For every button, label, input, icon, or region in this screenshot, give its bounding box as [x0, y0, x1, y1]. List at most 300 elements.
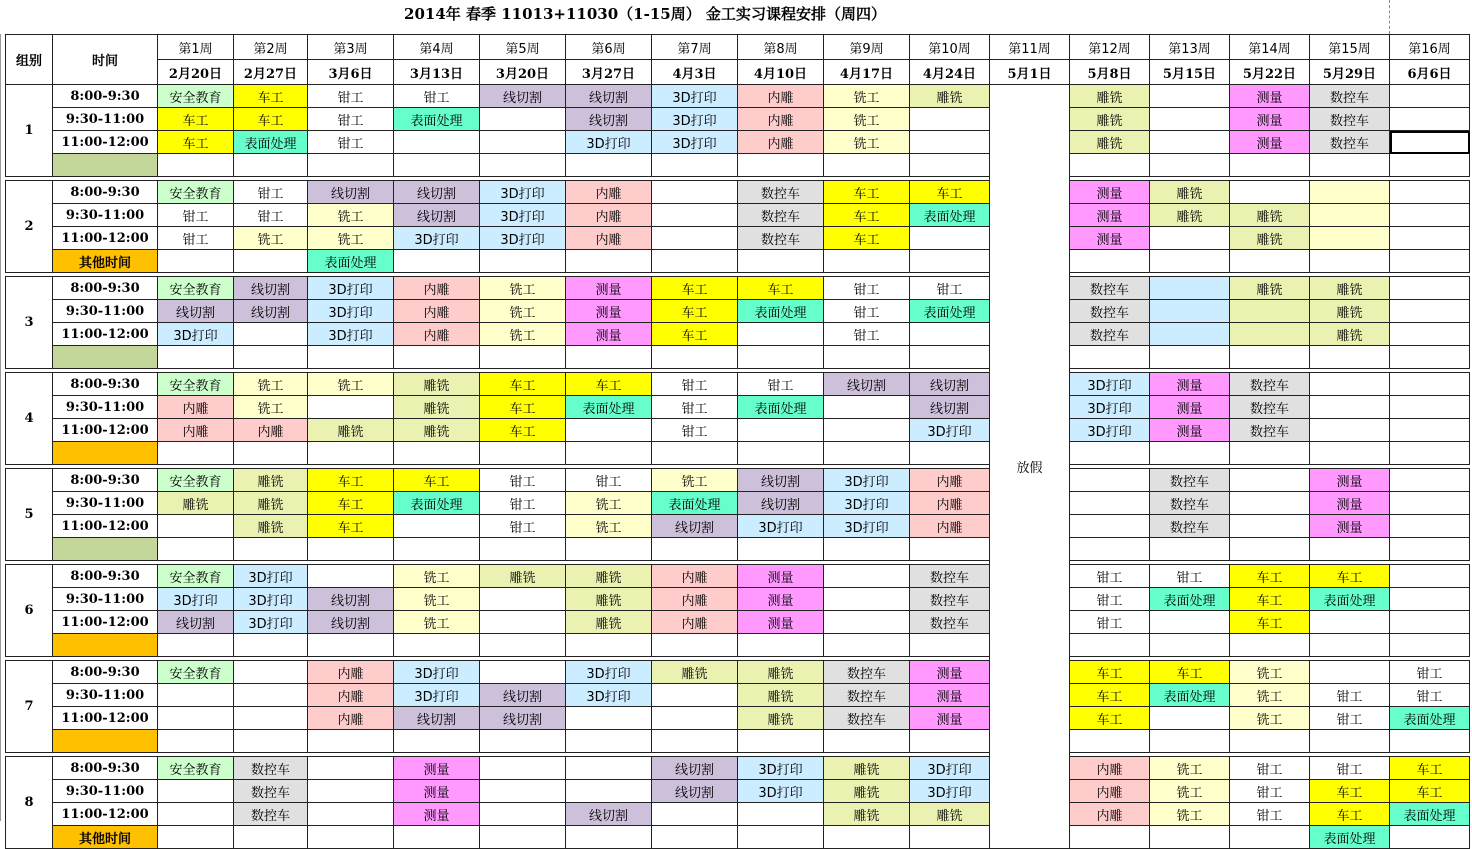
- course-cell[interactable]: 钳工: [394, 85, 480, 108]
- time-slot[interactable]: 11:00-12:00: [53, 707, 158, 730]
- week-header[interactable]: 第11周: [990, 35, 1070, 60]
- course-cell[interactable]: [480, 108, 566, 131]
- time-slot[interactable]: 11:00-12:00: [53, 131, 158, 154]
- course-cell[interactable]: 车工: [824, 227, 910, 250]
- course-cell[interactable]: 测量: [1230, 108, 1310, 131]
- extra-cell[interactable]: [1230, 634, 1310, 657]
- extra-cell[interactable]: [394, 250, 480, 273]
- course-cell[interactable]: [910, 131, 990, 154]
- extra-cell[interactable]: [394, 154, 480, 177]
- extra-cell[interactable]: [738, 826, 824, 849]
- course-cell[interactable]: 雕铣: [1310, 300, 1390, 323]
- course-cell[interactable]: 车工: [824, 204, 910, 227]
- course-cell[interactable]: 安全教育: [158, 757, 234, 780]
- extra-cell[interactable]: [652, 826, 738, 849]
- extra-cell[interactable]: [566, 634, 652, 657]
- course-cell[interactable]: 钳工: [234, 204, 308, 227]
- course-cell[interactable]: 表面处理: [1310, 588, 1390, 611]
- group-number[interactable]: 2: [6, 181, 53, 273]
- course-cell[interactable]: [1070, 469, 1150, 492]
- course-cell[interactable]: [394, 131, 480, 154]
- course-cell[interactable]: 3D打印: [1070, 396, 1150, 419]
- extra-cell[interactable]: [652, 634, 738, 657]
- course-cell[interactable]: 3D打印: [566, 131, 652, 154]
- extra-cell[interactable]: [158, 826, 234, 849]
- course-cell[interactable]: [1150, 300, 1230, 323]
- course-cell[interactable]: 钳工: [1390, 684, 1470, 707]
- course-cell[interactable]: 内雕: [394, 300, 480, 323]
- course-cell[interactable]: 铣工: [1150, 780, 1230, 803]
- course-cell[interactable]: 3D打印: [738, 757, 824, 780]
- course-cell[interactable]: 车工: [308, 469, 394, 492]
- course-cell[interactable]: 3D打印: [824, 492, 910, 515]
- date-header[interactable]: 4月17日: [824, 60, 910, 85]
- holiday-cell[interactable]: 放假: [990, 85, 1070, 849]
- extra-cell[interactable]: [910, 154, 990, 177]
- course-cell[interactable]: [1310, 204, 1390, 227]
- course-cell[interactable]: 内雕: [158, 396, 234, 419]
- extra-cell[interactable]: [158, 346, 234, 369]
- course-cell[interactable]: 数控车: [910, 588, 990, 611]
- course-cell[interactable]: 钳工: [824, 323, 910, 346]
- course-cell[interactable]: 车工: [480, 419, 566, 442]
- course-cell[interactable]: 钳工: [566, 469, 652, 492]
- course-cell[interactable]: 表面处理: [394, 492, 480, 515]
- course-cell[interactable]: 雕铣: [1310, 323, 1390, 346]
- course-cell[interactable]: 测量: [1310, 469, 1390, 492]
- course-cell[interactable]: [158, 707, 234, 730]
- course-cell[interactable]: 铣工: [234, 227, 308, 250]
- course-cell[interactable]: 线切割: [566, 108, 652, 131]
- extra-cell[interactable]: [234, 346, 308, 369]
- course-cell[interactable]: [1390, 131, 1470, 154]
- course-cell[interactable]: 测量: [394, 780, 480, 803]
- course-cell[interactable]: 钳工: [1310, 684, 1390, 707]
- week-header[interactable]: 第13周: [1150, 35, 1230, 60]
- course-cell[interactable]: 安全教育: [158, 565, 234, 588]
- extra-cell[interactable]: [824, 634, 910, 657]
- course-cell[interactable]: 3D打印: [910, 757, 990, 780]
- extra-cell[interactable]: [158, 154, 234, 177]
- extra-cell[interactable]: [1230, 154, 1310, 177]
- course-cell[interactable]: 车工: [1230, 588, 1310, 611]
- course-cell[interactable]: 测量: [1310, 515, 1390, 538]
- course-cell[interactable]: 雕铣: [1150, 181, 1230, 204]
- course-cell[interactable]: 车工: [158, 131, 234, 154]
- course-cell[interactable]: [1390, 373, 1470, 396]
- date-header[interactable]: 4月3日: [652, 60, 738, 85]
- course-cell[interactable]: 钳工: [824, 277, 910, 300]
- course-cell[interactable]: [652, 227, 738, 250]
- course-cell[interactable]: 钳工: [652, 373, 738, 396]
- course-cell[interactable]: 内雕: [158, 419, 234, 442]
- extra-cell[interactable]: [308, 442, 394, 465]
- course-cell[interactable]: 测量: [738, 611, 824, 634]
- course-cell[interactable]: 内雕: [910, 492, 990, 515]
- extra-time-label[interactable]: [53, 730, 158, 753]
- course-cell[interactable]: 雕铣: [1310, 277, 1390, 300]
- time-slot[interactable]: 9:30-11:00: [53, 396, 158, 419]
- course-cell[interactable]: 测量: [1070, 181, 1150, 204]
- course-cell[interactable]: [158, 803, 234, 826]
- course-cell[interactable]: 线切割: [308, 588, 394, 611]
- course-cell[interactable]: [1150, 108, 1230, 131]
- extra-cell[interactable]: [1310, 154, 1390, 177]
- extra-cell[interactable]: [910, 346, 990, 369]
- time-slot[interactable]: 8:00-9:30: [53, 277, 158, 300]
- course-cell[interactable]: 表面处理: [566, 396, 652, 419]
- time-slot[interactable]: 11:00-12:00: [53, 419, 158, 442]
- course-cell[interactable]: 雕铣: [824, 803, 910, 826]
- course-cell[interactable]: 铣工: [566, 515, 652, 538]
- extra-cell[interactable]: [1310, 730, 1390, 753]
- extra-cell[interactable]: [234, 250, 308, 273]
- course-cell[interactable]: [824, 588, 910, 611]
- course-cell[interactable]: 铣工: [234, 373, 308, 396]
- extra-cell[interactable]: [234, 826, 308, 849]
- extra-cell[interactable]: [738, 250, 824, 273]
- extra-time-label[interactable]: [53, 154, 158, 177]
- course-cell[interactable]: 数控车: [910, 611, 990, 634]
- course-cell[interactable]: [1230, 469, 1310, 492]
- course-cell[interactable]: 雕铣: [394, 373, 480, 396]
- course-cell[interactable]: 数控车: [824, 684, 910, 707]
- extra-cell[interactable]: [1310, 442, 1390, 465]
- extra-cell[interactable]: 表面处理: [308, 250, 394, 273]
- course-cell[interactable]: 表面处理: [910, 204, 990, 227]
- course-cell[interactable]: 测量: [1230, 85, 1310, 108]
- extra-cell[interactable]: [480, 442, 566, 465]
- extra-cell[interactable]: [1070, 442, 1150, 465]
- week-header[interactable]: 第8周: [738, 35, 824, 60]
- time-slot[interactable]: 8:00-9:30: [53, 661, 158, 684]
- course-cell[interactable]: 3D打印: [566, 661, 652, 684]
- extra-cell[interactable]: [1150, 250, 1230, 273]
- course-cell[interactable]: 3D打印: [480, 204, 566, 227]
- extra-cell[interactable]: [1070, 634, 1150, 657]
- course-cell[interactable]: 钳工: [652, 419, 738, 442]
- course-cell[interactable]: 钳工: [1070, 565, 1150, 588]
- course-cell[interactable]: 钳工: [1070, 611, 1150, 634]
- course-cell[interactable]: 钳工: [1150, 565, 1230, 588]
- extra-cell[interactable]: [480, 730, 566, 753]
- extra-cell[interactable]: [158, 442, 234, 465]
- course-cell[interactable]: [652, 181, 738, 204]
- course-cell[interactable]: 雕铣: [1070, 131, 1150, 154]
- extra-cell[interactable]: [1390, 826, 1470, 849]
- course-cell[interactable]: 数控车: [910, 565, 990, 588]
- course-cell[interactable]: 线切割: [394, 181, 480, 204]
- course-cell[interactable]: [480, 611, 566, 634]
- course-cell[interactable]: [1390, 611, 1470, 634]
- date-header[interactable]: 5月29日: [1310, 60, 1390, 85]
- course-cell[interactable]: 表面处理: [1150, 588, 1230, 611]
- course-cell[interactable]: 车工: [308, 515, 394, 538]
- course-cell[interactable]: 数控车: [738, 204, 824, 227]
- date-header[interactable]: 3月27日: [566, 60, 652, 85]
- extra-cell[interactable]: [1390, 154, 1470, 177]
- course-cell[interactable]: 雕铣: [234, 515, 308, 538]
- course-cell[interactable]: [1150, 323, 1230, 346]
- course-cell[interactable]: [1390, 300, 1470, 323]
- extra-cell[interactable]: [1230, 250, 1310, 273]
- course-cell[interactable]: 3D打印: [652, 108, 738, 131]
- course-cell[interactable]: [1230, 300, 1310, 323]
- course-cell[interactable]: 雕铣: [738, 707, 824, 730]
- course-cell[interactable]: 雕铣: [234, 469, 308, 492]
- time-slot[interactable]: 11:00-12:00: [53, 611, 158, 634]
- course-cell[interactable]: [824, 419, 910, 442]
- extra-cell[interactable]: [1150, 154, 1230, 177]
- extra-cell[interactable]: [1150, 442, 1230, 465]
- course-cell[interactable]: 3D打印: [308, 277, 394, 300]
- extra-cell[interactable]: [1070, 538, 1150, 561]
- time-slot[interactable]: 8:00-9:30: [53, 373, 158, 396]
- course-cell[interactable]: 3D打印: [394, 661, 480, 684]
- time-slot[interactable]: 9:30-11:00: [53, 588, 158, 611]
- course-cell[interactable]: [824, 611, 910, 634]
- course-cell[interactable]: 线切割: [394, 707, 480, 730]
- course-cell[interactable]: [1310, 396, 1390, 419]
- course-cell[interactable]: [1390, 588, 1470, 611]
- extra-cell[interactable]: [308, 730, 394, 753]
- course-cell[interactable]: 测量: [1150, 373, 1230, 396]
- extra-cell[interactable]: [394, 442, 480, 465]
- course-cell[interactable]: [308, 396, 394, 419]
- course-cell[interactable]: [1390, 396, 1470, 419]
- date-header[interactable]: 2月20日: [158, 60, 234, 85]
- course-cell[interactable]: 车工: [566, 373, 652, 396]
- date-header[interactable]: 6月6日: [1390, 60, 1470, 85]
- course-cell[interactable]: 雕铣: [480, 565, 566, 588]
- course-cell[interactable]: 3D打印: [480, 181, 566, 204]
- course-cell[interactable]: 表面处理: [738, 396, 824, 419]
- course-cell[interactable]: [1390, 108, 1470, 131]
- extra-cell[interactable]: [1230, 826, 1310, 849]
- course-cell[interactable]: 钳工: [1310, 757, 1390, 780]
- week-header[interactable]: 第16周: [1390, 35, 1470, 60]
- course-cell[interactable]: 表面处理: [1390, 707, 1470, 730]
- course-cell[interactable]: 表面处理: [1150, 684, 1230, 707]
- group-number[interactable]: 1: [6, 85, 53, 177]
- course-cell[interactable]: 车工: [308, 492, 394, 515]
- course-cell[interactable]: 数控车: [1310, 85, 1390, 108]
- course-cell[interactable]: 3D打印: [566, 684, 652, 707]
- extra-cell[interactable]: [1070, 250, 1150, 273]
- course-cell[interactable]: 数控车: [824, 661, 910, 684]
- extra-cell[interactable]: [1070, 730, 1150, 753]
- date-header[interactable]: 5月15日: [1150, 60, 1230, 85]
- course-cell[interactable]: 线切割: [308, 611, 394, 634]
- extra-cell[interactable]: [910, 250, 990, 273]
- course-cell[interactable]: 雕铣: [910, 803, 990, 826]
- extra-cell[interactable]: [480, 826, 566, 849]
- extra-cell[interactable]: [824, 154, 910, 177]
- group-number[interactable]: 3: [6, 277, 53, 369]
- group-header[interactable]: 组别: [6, 35, 53, 85]
- extra-cell[interactable]: [652, 730, 738, 753]
- course-cell[interactable]: 测量: [1230, 131, 1310, 154]
- extra-cell[interactable]: [394, 538, 480, 561]
- extra-cell[interactable]: [1310, 250, 1390, 273]
- time-slot[interactable]: 11:00-12:00: [53, 515, 158, 538]
- week-header[interactable]: 第3周: [308, 35, 394, 60]
- course-cell[interactable]: 车工: [652, 300, 738, 323]
- course-cell[interactable]: 3D打印: [234, 611, 308, 634]
- course-cell[interactable]: 线切割: [234, 300, 308, 323]
- extra-cell[interactable]: [308, 826, 394, 849]
- week-header[interactable]: 第14周: [1230, 35, 1310, 60]
- extra-cell[interactable]: [566, 538, 652, 561]
- extra-cell[interactable]: [234, 154, 308, 177]
- extra-cell[interactable]: [910, 538, 990, 561]
- course-cell[interactable]: [738, 803, 824, 826]
- course-cell[interactable]: [566, 707, 652, 730]
- extra-cell[interactable]: [910, 826, 990, 849]
- extra-cell[interactable]: [910, 442, 990, 465]
- course-cell[interactable]: 测量: [738, 565, 824, 588]
- week-header[interactable]: 第10周: [910, 35, 990, 60]
- extra-cell[interactable]: [234, 538, 308, 561]
- course-cell[interactable]: [234, 323, 308, 346]
- course-cell[interactable]: [480, 588, 566, 611]
- course-cell[interactable]: 内雕: [910, 515, 990, 538]
- course-cell[interactable]: [1390, 565, 1470, 588]
- extra-cell[interactable]: [910, 730, 990, 753]
- extra-cell[interactable]: [652, 346, 738, 369]
- course-cell[interactable]: 测量: [1310, 492, 1390, 515]
- course-cell[interactable]: 3D打印: [824, 469, 910, 492]
- course-cell[interactable]: [1310, 373, 1390, 396]
- extra-cell[interactable]: [1070, 154, 1150, 177]
- course-cell[interactable]: 雕铣: [1070, 85, 1150, 108]
- course-cell[interactable]: 车工: [738, 277, 824, 300]
- course-cell[interactable]: 安全教育: [158, 373, 234, 396]
- course-cell[interactable]: 铣工: [1150, 757, 1230, 780]
- course-cell[interactable]: 数控车: [1230, 396, 1310, 419]
- course-cell[interactable]: 线切割: [308, 181, 394, 204]
- course-cell[interactable]: 雕铣: [1150, 204, 1230, 227]
- extra-cell[interactable]: [480, 538, 566, 561]
- course-cell[interactable]: 内雕: [1070, 803, 1150, 826]
- course-cell[interactable]: 表面处理: [652, 492, 738, 515]
- course-cell[interactable]: 车工: [652, 277, 738, 300]
- course-cell[interactable]: 铣工: [1150, 803, 1230, 826]
- course-cell[interactable]: [158, 515, 234, 538]
- time-slot[interactable]: 8:00-9:30: [53, 757, 158, 780]
- course-cell[interactable]: 线切割: [910, 373, 990, 396]
- extra-cell[interactable]: [1390, 250, 1470, 273]
- course-cell[interactable]: 铣工: [824, 131, 910, 154]
- course-cell[interactable]: 数控车: [1310, 108, 1390, 131]
- course-cell[interactable]: 内雕: [308, 707, 394, 730]
- course-cell[interactable]: [652, 707, 738, 730]
- course-cell[interactable]: [738, 419, 824, 442]
- course-cell[interactable]: 车工: [1310, 780, 1390, 803]
- course-cell[interactable]: 数控车: [1150, 469, 1230, 492]
- course-cell[interactable]: 3D打印: [1070, 373, 1150, 396]
- course-cell[interactable]: [738, 323, 824, 346]
- course-cell[interactable]: 铣工: [824, 85, 910, 108]
- course-cell[interactable]: 线切割: [910, 396, 990, 419]
- date-header[interactable]: 3月20日: [480, 60, 566, 85]
- time-slot[interactable]: 8:00-9:30: [53, 565, 158, 588]
- course-cell[interactable]: 铣工: [1230, 707, 1310, 730]
- course-cell[interactable]: 车工: [394, 469, 480, 492]
- course-cell[interactable]: 钳工: [308, 131, 394, 154]
- extra-cell[interactable]: [566, 826, 652, 849]
- course-cell[interactable]: 钳工: [652, 396, 738, 419]
- course-cell[interactable]: 内雕: [394, 323, 480, 346]
- course-cell[interactable]: [234, 684, 308, 707]
- course-cell[interactable]: 钳工: [1070, 588, 1150, 611]
- course-cell[interactable]: 车工: [1070, 707, 1150, 730]
- course-cell[interactable]: 测量: [566, 323, 652, 346]
- course-cell[interactable]: 数控车: [824, 707, 910, 730]
- course-cell[interactable]: [1070, 492, 1150, 515]
- course-cell[interactable]: [1390, 277, 1470, 300]
- course-cell[interactable]: [234, 661, 308, 684]
- course-cell[interactable]: [1150, 131, 1230, 154]
- course-cell[interactable]: [1150, 611, 1230, 634]
- date-header[interactable]: 4月10日: [738, 60, 824, 85]
- time-slot[interactable]: 11:00-12:00: [53, 803, 158, 826]
- course-cell[interactable]: 3D打印: [158, 323, 234, 346]
- course-cell[interactable]: [1150, 227, 1230, 250]
- course-cell[interactable]: 钳工: [158, 227, 234, 250]
- extra-cell[interactable]: [1390, 346, 1470, 369]
- course-cell[interactable]: 线切割: [652, 780, 738, 803]
- course-cell[interactable]: 测量: [566, 300, 652, 323]
- week-header[interactable]: 第6周: [566, 35, 652, 60]
- course-cell[interactable]: 雕铣: [1070, 108, 1150, 131]
- group-number[interactable]: 7: [6, 661, 53, 753]
- extra-cell[interactable]: [1390, 442, 1470, 465]
- course-cell[interactable]: 钳工: [1230, 757, 1310, 780]
- extra-cell[interactable]: [158, 730, 234, 753]
- week-header[interactable]: 第2周: [234, 35, 308, 60]
- course-cell[interactable]: [480, 803, 566, 826]
- course-cell[interactable]: 车工: [1230, 565, 1310, 588]
- course-cell[interactable]: [234, 707, 308, 730]
- course-cell[interactable]: 线切割: [158, 300, 234, 323]
- course-cell[interactable]: 内雕: [738, 108, 824, 131]
- group-number[interactable]: 4: [6, 373, 53, 465]
- course-cell[interactable]: 数控车: [1070, 323, 1150, 346]
- extra-cell[interactable]: [1230, 538, 1310, 561]
- course-cell[interactable]: 安全教育: [158, 469, 234, 492]
- extra-cell[interactable]: [738, 538, 824, 561]
- course-cell[interactable]: [1310, 661, 1390, 684]
- extra-cell[interactable]: [1230, 730, 1310, 753]
- course-cell[interactable]: 线切割: [158, 611, 234, 634]
- course-cell[interactable]: [824, 396, 910, 419]
- course-cell[interactable]: 测量: [910, 661, 990, 684]
- course-cell[interactable]: 3D打印: [234, 565, 308, 588]
- course-cell[interactable]: 3D打印: [738, 515, 824, 538]
- course-cell[interactable]: 车工: [1070, 684, 1150, 707]
- course-cell[interactable]: 表面处理: [1390, 803, 1470, 826]
- course-cell[interactable]: 3D打印: [910, 419, 990, 442]
- course-cell[interactable]: 钳工: [1390, 661, 1470, 684]
- extra-cell[interactable]: [394, 826, 480, 849]
- extra-cell[interactable]: [1230, 346, 1310, 369]
- time-slot[interactable]: 8:00-9:30: [53, 181, 158, 204]
- course-cell[interactable]: 3D打印: [824, 515, 910, 538]
- extra-cell[interactable]: [566, 250, 652, 273]
- course-cell[interactable]: [1230, 181, 1310, 204]
- course-cell[interactable]: 车工: [1230, 611, 1310, 634]
